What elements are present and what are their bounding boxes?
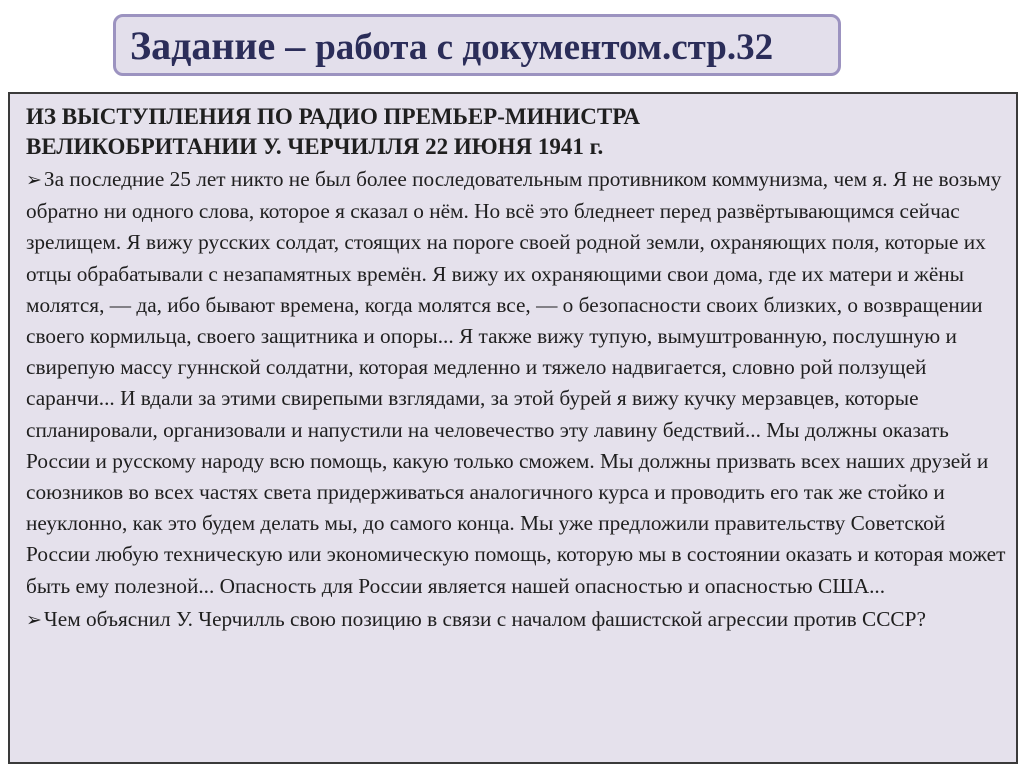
arrow-bullet-icon: ➢ — [26, 170, 42, 191]
document-heading-line-2: ВЕЛИКОБРИТАНИИ У. ЧЕРЧИЛЛЯ 22 ИЮНЯ 1941 г. — [26, 134, 604, 159]
slide-title-rest: работа с документом.стр.32 — [315, 26, 774, 68]
slide-title-main: Задание — [130, 22, 276, 68]
document-box — [8, 92, 1018, 764]
slide-title-box — [113, 14, 841, 76]
document-heading — [24, 102, 1008, 162]
document-quote-text: За последние 25 лет никто не был более последовательным противником коммунизма, чем я. Я не возьму обратно ни одного слова, которое я сказал о нём. Но всё это бледнеет перед развёртывающимся сейчас зрелищем. Я вижу русских солдат, стоящих на пороге своей родной земли, охраняющих поля, которые их отцы обрабатывали с незапамятных времён. Я вижу их охраняющими свои дома, где их матери и жёны молятся, — да, ибо бывают времена, когда молятся все, — о безопасности своих близких, о возвращении своего кормильца, своего защитника и опоры... Я также вижу тупую, вымуштрованную, послушную и свирепую массу гуннской солдатни, которая медленно и тяжело надвигается, словно рой ползущей саранчи... И вдали за этими свирепыми взглядами, за этой бурей я вижу кучку мерзавцев, которые спланировали, организовали и напустили на человечество эту лавину бедствий... Мы должны оказать России и русскому народу всю помощь, какую только сможем. Мы должны призвать всех наших друзей и союзников во всех частях света придерживаться аналогичного курса и проводить его так же стойко и неуклонно, как это будем делать мы, до самого конца. Мы уже предложили правительству Советской России любую техническую или экономическую помощь, которую мы в состоянии оказать и которая может быть ему полезной... Опасность для России является нашей опасностью и опасностью США... — [26, 167, 1006, 598]
question-text: Чем объяснил У. Черчилль свою позицию в связи с началом фашистской агрессии против СССР? — [43, 606, 926, 631]
question-paragraph — [24, 604, 1008, 636]
slide-title-dash: – — [275, 22, 316, 68]
document-heading-line-1: ИЗ ВЫСТУПЛЕНИЯ ПО РАДИО ПРЕМЬЕР-МИНИСТРА — [26, 104, 640, 129]
document-quote-paragraph — [24, 164, 1008, 602]
arrow-bullet-icon: ➢ — [26, 609, 42, 631]
slide-title — [130, 22, 773, 69]
